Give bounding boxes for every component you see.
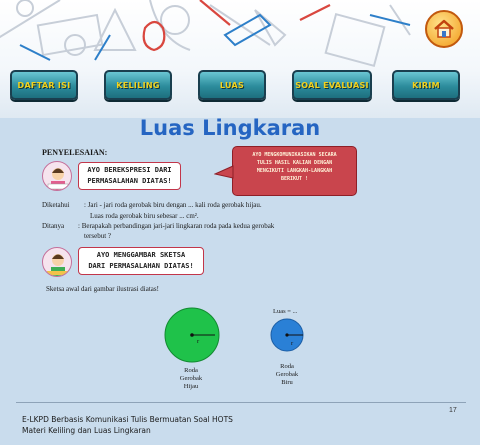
main-navigation: [0, 70, 480, 102]
nav-daftar-isi-button[interactable]: DAFTAR ISI: [10, 70, 78, 100]
section-label: PENYELESAIAN:: [42, 148, 108, 157]
bubble-line: BERIKUT !: [280, 176, 309, 182]
house-icon: [433, 18, 455, 40]
child-illustration-icon: [42, 161, 72, 191]
page-number: 17: [449, 407, 457, 414]
footer-line-1: E-LKPD Berbasis Komunikasi Tulis Bermuatan Soal HOTS: [22, 415, 233, 424]
header-banner: [0, 0, 480, 118]
prompt-line: AYO MENGGAMBAR SKETSA: [96, 251, 186, 259]
nav-luas-button[interactable]: LUAS: [198, 70, 266, 100]
bubble-line: AYO MENGKOMUNIKASIKAN SECARA: [252, 152, 337, 158]
ditanya-text-1: : Berapakah perbandingan jari-jari lingkaran roda pada kedua gerobak: [78, 222, 275, 230]
ditanya-label: Ditanya: [42, 222, 65, 230]
prompt-line: DARI PERMASALAHAN DIATAS!: [88, 262, 194, 270]
green-wheel-circle: [162, 305, 224, 367]
prompt-berekspresi: [78, 162, 181, 190]
caption-line: Roda: [184, 367, 198, 374]
prompt-menggambar: [78, 247, 204, 275]
instruction-bubble: [232, 146, 357, 196]
caption-line: Hijau: [183, 383, 199, 390]
footer-divider: [16, 402, 466, 403]
footer-line-2: Materi Keliling dan Luas Lingkaran: [22, 426, 151, 435]
diketahui-label: Diketahui: [42, 201, 70, 209]
page-title: Luas Lingkaran: [139, 116, 321, 140]
ditanya-text-2: tersebut ?: [84, 232, 112, 240]
caption-line: Gerobak: [275, 371, 299, 378]
green-radius-label: r: [197, 338, 200, 345]
blue-area-label: Luas = ...: [273, 308, 298, 315]
child-drawing-illustration-icon: [42, 247, 72, 277]
prompt-line: AYO BEREKSPRESI DARI: [87, 166, 172, 174]
diketahui-text-1: : Jari - jari roda gerobak biru dengan ... kali roda gerobak hijau.: [84, 201, 262, 209]
bubble-line: TULIS HASIL KALIAN DENGAN: [256, 160, 333, 166]
blue-wheel-circle: [268, 318, 308, 354]
blue-wheel-caption: [266, 363, 308, 387]
bubble-tail: [214, 164, 234, 180]
prompt-line: PERMASALAHAN DIATAS!: [87, 177, 172, 185]
diketahui-text-2: Luas roda gerobak biru sebesar ... cm².: [90, 212, 199, 220]
green-wheel-caption: [170, 367, 212, 391]
caption-line: Gerobak: [179, 375, 203, 382]
sketch-label: Sketsa awal dari gambar ilustrasi diatas!: [46, 285, 159, 293]
nav-keliling-button[interactable]: KELILING: [104, 70, 172, 100]
caption-line: Roda: [280, 363, 294, 370]
bubble-line: MENGIKUTI LANGKAH-LANGKAH: [256, 168, 333, 174]
nav-soal-evaluasi-button[interactable]: SOAL EVALUASI: [292, 70, 372, 100]
home-button[interactable]: [425, 10, 463, 48]
caption-line: Biru: [281, 379, 293, 386]
nav-kirim-button[interactable]: KIRIM: [392, 70, 460, 100]
blue-radius-label: r: [291, 340, 294, 347]
